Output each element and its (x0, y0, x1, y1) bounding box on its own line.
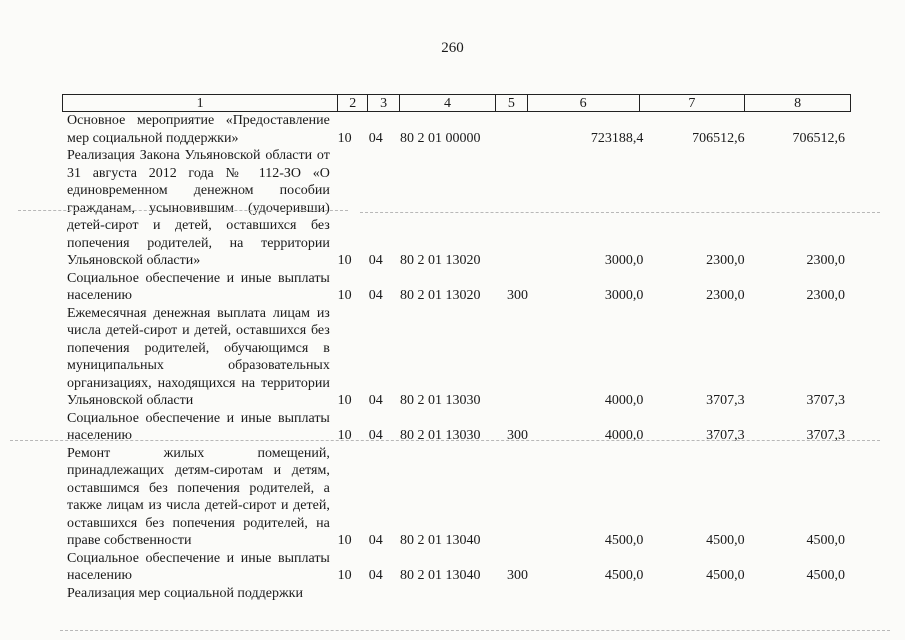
table-row (62, 550, 851, 585)
row-razdel: 10 (337, 533, 352, 548)
row-description: Реализация мер социальной поддержки (67, 585, 303, 601)
row-description: Ежемесячная денежная выплата лицам из числа детей-сирот и детей, оставшихся без попечения родителей, обучающимся в муниципальных образовательных организациях, находящихся на территории Ульяновской области (67, 305, 330, 408)
table-row (62, 585, 851, 603)
header-col-6: 6 (528, 95, 640, 111)
row-podrazdel: 04 (368, 533, 383, 548)
row-description: Ремонт жилых помещений, принадлежащих детям-сиротам и детям, оставшимся без попечения родителей, а также лицам из числа детей-сирот и детей, оставшихся без попечения родителей, на праве собственности (67, 445, 330, 548)
header-col-3: 3 (368, 95, 400, 111)
row-podrazdel: 04 (368, 428, 383, 443)
row-value-8: 3707,3 (806, 428, 845, 443)
row-csr: 80 2 01 13020 (399, 253, 481, 268)
table-row (62, 147, 851, 270)
row-value-6: 4000,0 (604, 393, 644, 408)
row-value-6: 723188,4 (590, 130, 644, 146)
row-value-7: 3707,3 (706, 393, 745, 408)
row-description: Социальное обеспечение и иные выплаты населению (67, 270, 330, 303)
row-csr: 80 2 01 13040 (399, 568, 481, 583)
row-vr: 300 (507, 288, 529, 303)
scan-artifact-line (10, 440, 880, 441)
row-description: Реализация Закона Ульяновской области от 31 августа 2012 года № 112-ЗО «О единовременном денежном пособии гражданам, усыновившим (удочеривши) детей-сирот и детей, оставшихся без попечения родителей, на территории Ульяновской области» (67, 148, 330, 268)
row-csr: 80 2 01 13030 (399, 428, 481, 443)
row-value-8: 3707,3 (806, 393, 845, 408)
header-col-4: 4 (400, 95, 496, 111)
row-value-8: 4500,0 (806, 533, 845, 548)
row-description: Социальное обеспечение и иные выплаты населению (67, 550, 330, 583)
row-description: Социальное обеспечение и иные выплаты населению (67, 410, 330, 443)
table-row (62, 270, 851, 305)
row-razdel: 10 (337, 288, 352, 303)
row-razdel: 10 (337, 253, 352, 268)
row-value-7: 2300,0 (706, 253, 745, 268)
row-value-7: 2300,0 (706, 288, 745, 303)
scan-artifact-line (360, 212, 880, 213)
header-col-7: 7 (640, 95, 746, 111)
row-podrazdel: 04 (368, 130, 383, 146)
budget-table (62, 94, 851, 602)
scan-artifact-line (18, 210, 348, 211)
row-razdel: 10 (337, 393, 352, 408)
row-value-8: 2300,0 (806, 253, 845, 268)
row-value-7: 706512,6 (692, 130, 745, 146)
table-row (62, 305, 851, 410)
row-podrazdel: 04 (368, 568, 383, 583)
scan-artifact-line (60, 630, 890, 631)
row-csr: 80 2 01 00000 (399, 130, 481, 146)
table-header (62, 94, 851, 112)
row-value-7: 4500,0 (706, 568, 745, 583)
row-csr: 80 2 01 13020 (399, 288, 481, 303)
row-value-7: 3707,3 (706, 428, 745, 443)
row-value-6: 4500,0 (604, 568, 644, 583)
row-value-6: 3000,0 (604, 288, 644, 303)
row-value-6: 3000,0 (604, 253, 644, 268)
row-podrazdel: 04 (368, 253, 383, 268)
header-col-1: 1 (63, 95, 338, 111)
row-razdel: 10 (337, 428, 352, 443)
page-number: 260 (441, 40, 464, 56)
row-vr: 300 (507, 428, 529, 443)
row-razdel: 10 (337, 568, 352, 583)
row-razdel: 10 (337, 130, 352, 146)
row-value-8: 2300,0 (806, 288, 845, 303)
table-body (62, 112, 851, 602)
table-row (62, 112, 851, 147)
header-col-5: 5 (496, 95, 528, 111)
row-podrazdel: 04 (368, 288, 383, 303)
header-col-8: 8 (794, 96, 802, 111)
row-csr: 80 2 01 13040 (399, 533, 481, 548)
header-col-2: 2 (338, 95, 368, 111)
row-csr: 80 2 01 13030 (399, 393, 481, 408)
row-value-8: 4500,0 (806, 568, 845, 583)
table-row (62, 445, 851, 550)
row-value-8: 706512,6 (792, 130, 845, 146)
row-value-6: 4500,0 (604, 533, 644, 548)
row-vr: 300 (507, 568, 529, 583)
row-value-7: 4500,0 (706, 533, 745, 548)
row-value-6: 4000,0 (604, 428, 644, 443)
row-podrazdel: 04 (368, 393, 383, 408)
row-description: Основное мероприятие «Предоставление мер социальной поддержки» (67, 113, 330, 146)
